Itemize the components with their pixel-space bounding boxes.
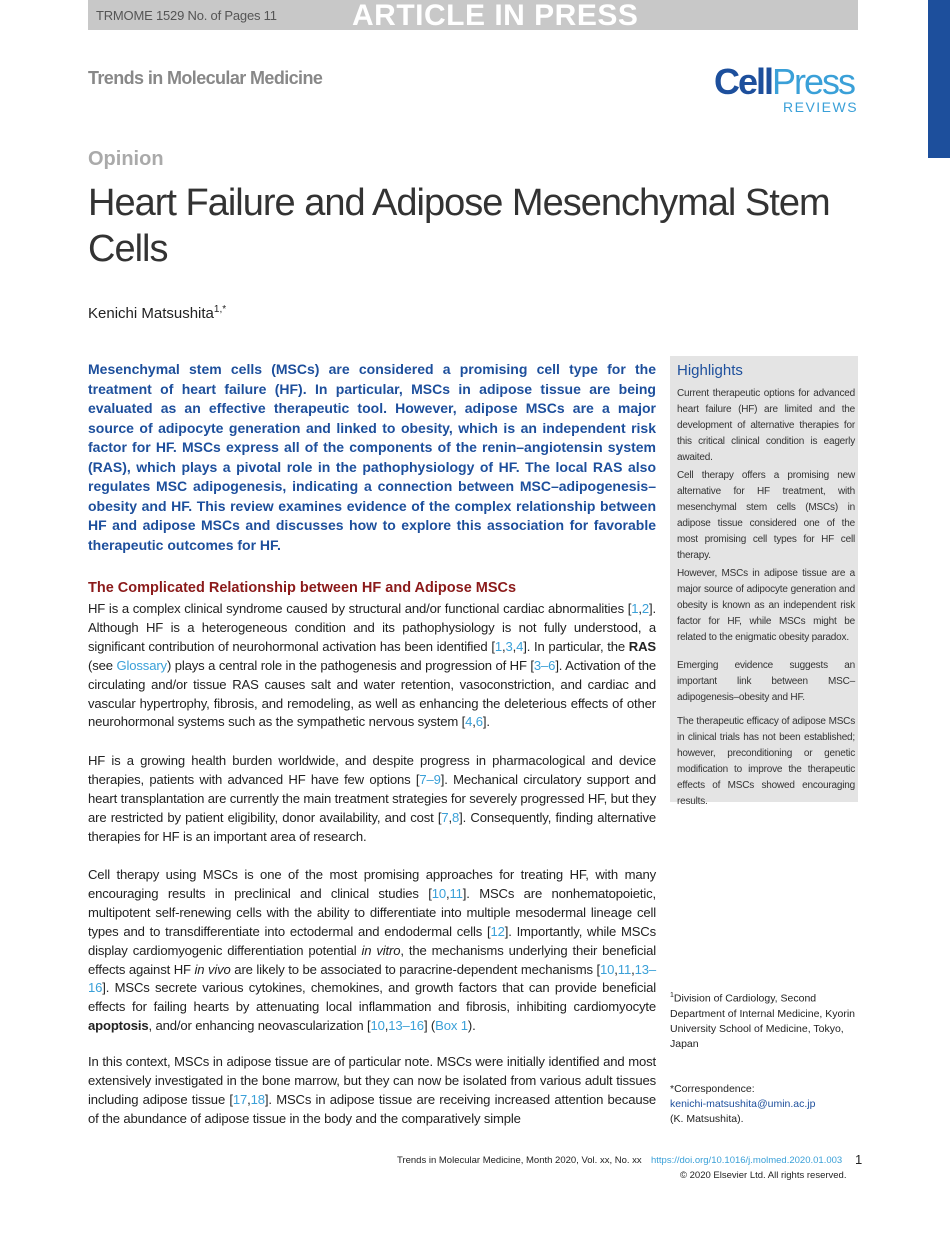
citation-link[interactable]: 1 (631, 601, 639, 616)
citation-link[interactable]: 11 (449, 885, 463, 901)
page-number: 1 (855, 1152, 863, 1167)
citation-link[interactable]: 10 (431, 885, 446, 901)
abstract: Mesenchymal stem cells (MSCs) are considered a promising cell type for the treatment of heart failure (HF). In particular, MSCs in adipose tissue are being evaluated as an effective therapeutic tool. However, adipose MSCs are a major source of adipocyte generation and linked to obesity, which is an independent risk factor for HF. MSCs express all of the components of the renin–angiotensin system (RAS), which plays a pivotal role in the pathophysiology of HF. The local RAS also regulates MSC adipogenesis, indicating a connection between MSC–adipogenesis–obesity and HF. This review examines evidence of the complex relationship between HF and adipose MSCs and discusses how to explore this association for favorable therapeutic outcomes for HF. (88, 361, 656, 553)
citation-link[interactable]: 11 (617, 961, 632, 977)
glossary-term: RAS (628, 638, 656, 654)
logo-press: Press (772, 61, 855, 102)
author-name: Kenichi Matsushita (88, 305, 214, 322)
correspondence: *Correspondence: kenichi-matsushita@umin.ac.jp (K. Matsushita). (670, 1083, 816, 1125)
footer-citation: Trends in Molecular Medicine, Month 2020, Vol. xx, No. xx (397, 1155, 642, 1166)
author-affil-mark: 1,* (213, 304, 227, 315)
highlight-item: Cell therapy offers a promising new alternative for HF treatment, with mesenchymal stem cells (MSCs) in adipose tissue considered one of the most promising cell types for HF cell therapy. (677, 470, 855, 561)
box-link[interactable]: Box 1 (435, 1018, 468, 1034)
citation-link[interactable]: 3–6 (533, 657, 556, 673)
citation-link[interactable]: 2 (641, 601, 650, 616)
citation-link[interactable]: 4 (465, 714, 473, 730)
citation-link[interactable]: 3 (505, 638, 513, 654)
highlights-title: Highlights (677, 362, 743, 379)
highlight-item: The therapeutic efficacy of adipose MSCs in clinical trials has not been established; however, preconditioning or genetic modification to improve the therapeutic effects of MSCs showed encouraging results. (677, 716, 855, 807)
citation-link[interactable]: 8 (452, 809, 460, 825)
citation-link[interactable]: 4 (516, 638, 524, 654)
author (88, 304, 226, 322)
citation-link[interactable]: 13–16 (388, 1018, 424, 1034)
article-type: Opinion (88, 148, 164, 170)
article-title: Heart Failure and Adipose Mesenchymal Stem Cells (88, 182, 830, 270)
citation-link[interactable]: 10 (600, 961, 615, 977)
logo-cell: Cell (714, 61, 773, 102)
affiliation: $^1$Division of Cardiology, Second Department of Internal Medicine, Kyorin University School of Medicine, Tokyo, Japan (670, 992, 856, 1050)
body-paragraph-1: HF is a complex clinical syndrome caused by structural and/or functional cardiac abnormalities [1,2]. Although HF is a heterogeneous condition and its pathophysiology is not fully understood, a significant contribution of neurohormonal activation has been identified [1,3,4]. In particular, the RAS (see Glossary) plays a central role in the pathogenesis and progression of HF [3–6]. Activation of the circulating and/or tissue RAS causes salt and water retention, vasoconstriction, and cardiac and vascular hypertrophy, fibrosis, and remodeling, as well as enhancing the deleterious effects of other neurohormonal systems such as the sympathetic nervous system [4,6]. (88, 601, 656, 730)
citation-link[interactable]: 7 (441, 809, 449, 825)
citation-link[interactable]: 12 (490, 923, 505, 939)
highlight-item: Emerging evidence suggests an important link between MSC–adipogenesis–obesity and HF. (677, 660, 855, 703)
copyright: © 2020 Elsevier Ltd. All rights reserved. (680, 1170, 847, 1181)
citation-link[interactable]: 6 (475, 714, 483, 730)
banner-title: ARTICLE IN PRESS (352, 0, 639, 32)
journal-name: Trends in Molecular Medicine (88, 68, 323, 88)
highlight-item: However, MSCs in adipose tissue are a major source of adipocyte generation and obesity is known as an independent risk factor for HF, while MSCs might be related to the enigmatic obesity paradox. (677, 568, 855, 643)
section-heading: The Complicated Relationship between HF and Adipose MSCs (88, 580, 517, 596)
citation-link[interactable]: 1 (494, 638, 502, 654)
highlight-item: Current therapeutic options for advanced heart failure (HF) are limited and the development of alternative therapies for this critical clinical condition is eagerly awaited. (677, 388, 855, 463)
body-paragraph-4: In this context, MSCs in adipose tissue are of particular note. MSCs were initially identified and most extensively investigated in the bone marrow, but they can now be isolated from various adult tissues including adipose tissue [17,18]. MSCs in adipose tissue are receiving increased attention because of the abundance of adipose tissue in the body and the comparatively simple (88, 1054, 656, 1126)
body-paragraph-3: Cell therapy using MSCs is one of the most promising approaches for treating HF, with many encouraging results in preclinical and clinical studies [10,11]. MSCs are nonhematopoietic, multipotent self-renewing cells with the ability to differentiate into multiple mesodermal lineage cell types and to transdifferentiate into ectodermal and endodermal cells [12]. Importantly, while MSCs display cardiomyogenic differentiation potential in vitro, the mechanisms underlying their beneficial effects against HF in vivo are likely to be associated to paracrine-dependent mechanisms [10,11,13–16]. MSCs secrete various cytokines, chemokines, and growth factors that can provide beneficial effects for failing hearts by attenuating local inflammation and fibrosis, inhibiting cardiomyocyte apoptosis, and/or enhancing neovascularization [10,13–16] (Box 1). (88, 867, 657, 1034)
email-link[interactable]: kenichi-matsushita@umin.ac.jp (670, 1098, 816, 1110)
citation-link[interactable]: 13–16 (88, 961, 656, 996)
citation-link[interactable]: 17 (232, 1091, 248, 1107)
manuscript-id: TRMOME 1529 No. of Pages 11 (96, 8, 277, 23)
citation-link[interactable]: 18 (250, 1091, 265, 1107)
glossary-link[interactable]: Glossary (116, 657, 167, 673)
citation-link[interactable]: 7–9 (419, 771, 441, 787)
cellpress-logo (714, 62, 854, 102)
side-color-tab (928, 0, 950, 158)
citation-link[interactable]: 10 (370, 1018, 385, 1034)
logo-reviews: REVIEWS (783, 99, 859, 115)
doi-link[interactable]: https://doi.org/10.1016/j.molmed.2020.01.003 (651, 1155, 843, 1166)
glossary-term: apoptosis (88, 1018, 149, 1034)
body-paragraph-2: HF is a growing health burden worldwide, and despite progress in pharmacological and device therapies, patients with advanced HF have few options [7–9]. Mechanical circulatory support and heart transplantation are currently the main treatment strategies for severely progressed HF, but they are restricted by patient eligibility, donor availability, and cost [7,8]. Consequently, finding alternative therapies for HF is an important area of research. (88, 753, 656, 844)
